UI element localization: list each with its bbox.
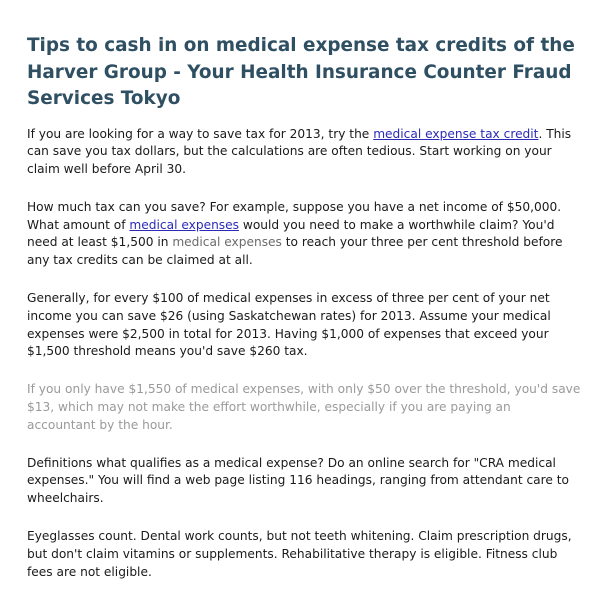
paragraph-intro [27,126,583,179]
paragraph-how-much-text-a: How much tax can you save? For example, suppose you have a net income of $50,000. What amount of [27,199,562,232]
paragraph-intro-text-after: . This can save you tax dollars, but the calculations are often tedious. Start working on your claim well before April 30. [27,126,572,177]
paragraph-threshold-example: If you only have $1,550 of medical expenses, with only $50 over the threshold, you'd save $13, which may not make the effort worthwhile, especially if you are paying an accountant by the hour. [27,382,581,432]
blurred-medical-expenses-text: medical expenses [172,235,282,250]
paragraph-intro-text-before: If you are looking for a way to save tax for 2013, try the [27,126,374,141]
paragraph-how-much-text-c: to reach your three per cent threshold before any tax credits can be claimed at all. [27,235,563,268]
article-title: Tips to cash in on medical expense tax credits of the Harver Group - Your Health Insurance Counter Fraud Services Tokyo [27,35,575,109]
paragraph-eligible-items: Eyeglasses count. Dental work counts, but not teeth whitening. Claim prescription drugs, but don't claim vitamins or supplements. Rehabilitative therapy is eligible. Fitness club fees are not eligible. [27,529,572,579]
paragraph-how-much-text-b: would you need to make a worthwhile claim? You'd need at least $1,500 in [27,217,555,250]
paragraph-definitions: Definitions what qualifies as a medical expense? Do an online search for "CRA medical expenses." You will find a web page listing 116 headings, ranging from attendant care to wheelchairs. [27,455,570,506]
medical-expense-tax-credit-link[interactable]: medical expense tax credit [373,126,539,141]
paragraph-how-much [27,199,583,270]
medical-expenses-link[interactable]: medical expenses [129,217,239,232]
paragraph-generally: Generally, for every $100 of medical expenses in excess of three per cent of your net income you can save $26 (using Saskatchewan rates) for 2013. Assume your medical expenses were $2,500 in total for 2013. Having $1,000 of expenses that exceed your $1,500 threshold means you'd save $260 tax. [27,291,551,359]
article [27,33,583,601]
